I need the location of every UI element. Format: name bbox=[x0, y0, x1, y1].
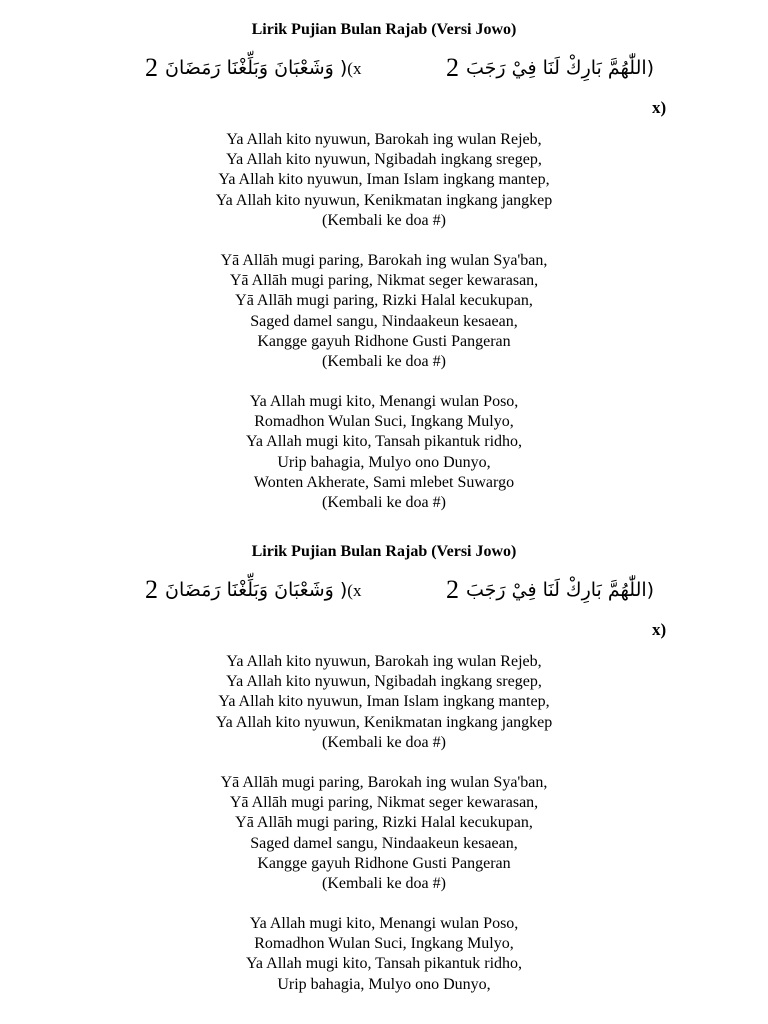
stanza bbox=[0, 652, 768, 753]
lyric-line: Yā Allāh mugi paring, Barokah ing wulan Sya'ban, bbox=[220, 773, 548, 791]
lyric-line: Romadhon Wulan Suci, Ingkang Mulyo, bbox=[254, 413, 514, 431]
repeat-count: 2 bbox=[145, 575, 158, 604]
repeat-x: (x bbox=[347, 581, 362, 600]
lyric-line: Ya Allah mugi kito, Tansah pikantuk ridho, bbox=[245, 955, 523, 973]
arabic-text-right: اللّٰهُمَّ بَارِكْ لَنَا فِيْ رَجَبَ) bbox=[466, 579, 655, 601]
stanza bbox=[0, 251, 768, 372]
lyric-line: Urip bahagia, Mulyo ono Dunyo, bbox=[277, 453, 491, 471]
refrain-note: (Kembali ke doa #) bbox=[322, 494, 446, 511]
refrain-note: (Kembali ke doa #) bbox=[322, 352, 446, 370]
lyrics-section-1 bbox=[0, 18, 768, 533]
lyric-line: Yā Allāh mugi paring, Nikmat seger kewarasan, bbox=[229, 794, 539, 812]
lyric-line: Yā Allāh mugi paring, Rizki Halal kecukupan, bbox=[235, 292, 533, 310]
repeat-count: 2 bbox=[446, 53, 459, 82]
arabic-prayer-line bbox=[0, 50, 768, 94]
stanza-list bbox=[0, 652, 768, 995]
lyrics-section-2 bbox=[0, 540, 768, 1015]
lyric-line: Ya Allah mugi kito, Tansah pikantuk ridho, bbox=[245, 433, 523, 451]
lyric-line: Ya Allah kito nyuwun, Ngibadah ingkang sregep, bbox=[226, 151, 542, 169]
stanza bbox=[0, 914, 768, 995]
lyric-line: Saged damel sangu, Nindaakeun kesaean, bbox=[250, 834, 518, 852]
lyric-line: Ya Allah kito nyuwun, Barokah ing wulan Rejeb, bbox=[226, 131, 542, 148]
stanza bbox=[0, 130, 768, 231]
lyric-line: Ya Allah kito nyuwun, Iman Islam ingkang mantep, bbox=[218, 693, 550, 711]
lyric-line: Urip bahagia, Mulyo ono Dunyo, bbox=[277, 975, 491, 993]
stanza bbox=[0, 392, 768, 513]
refrain-note: (Kembali ke doa #) bbox=[322, 874, 446, 892]
lyric-line: Yā Allāh mugi paring, Nikmat seger kewarasan, bbox=[229, 272, 539, 290]
arabic-text-left: وَشَعْبَانَ وَبَلِّغْنَا رَمَضَانَ ) bbox=[165, 57, 348, 79]
lyric-line: Kangge gayuh Ridhone Gusti Pangeran bbox=[257, 332, 511, 350]
repeat-x-continuation: x) bbox=[652, 98, 667, 117]
arabic-prayer-line bbox=[0, 572, 768, 616]
arabic-text-left: وَشَعْبَانَ وَبَلِّغْنَا رَمَضَانَ ) bbox=[165, 579, 348, 601]
lyric-line: Romadhon Wulan Suci, Ingkang Mulyo, bbox=[254, 935, 514, 953]
arabic-prayer-left bbox=[145, 50, 361, 87]
lyric-line: Wonten Akherate, Sami mlebet Suwargo bbox=[253, 473, 515, 491]
arabic-continuation bbox=[0, 94, 768, 124]
page-title: Lirik Pujian Bulan Rajab (Versi Jowo) bbox=[251, 21, 517, 38]
lyric-line: Ya Allah kito nyuwun, Ngibadah ingkang sregep, bbox=[226, 673, 542, 691]
refrain-note: (Kembali ke doa #) bbox=[322, 211, 446, 229]
repeat-count: 2 bbox=[446, 575, 459, 604]
repeat-count: 2 bbox=[145, 53, 158, 82]
lyric-line: Yā Allāh mugi paring, Rizki Halal kecukupan, bbox=[235, 814, 533, 832]
arabic-prayer-right bbox=[446, 50, 654, 86]
lyric-line: Ya Allah kito nyuwun, Iman Islam ingkang mantep, bbox=[218, 171, 550, 189]
page-title-repeat: Lirik Pujian Bulan Rajab (Versi Jowo) bbox=[251, 543, 517, 560]
lyric-line: Ya Allah kito nyuwun, Kenikmatan ingkang jangkep bbox=[215, 191, 553, 209]
arabic-prayer-right bbox=[446, 572, 654, 608]
lyric-line: Yā Allāh mugi paring, Barokah ing wulan Sya'ban, bbox=[220, 251, 548, 269]
stanza bbox=[0, 773, 768, 894]
arabic-text-right: اللّٰهُمَّ بَارِكْ لَنَا فِيْ رَجَبَ) bbox=[466, 57, 655, 79]
lyric-line: Ya Allah mugi kito, Menangi wulan Poso, bbox=[249, 915, 519, 933]
repeat-x-continuation: x) bbox=[652, 620, 667, 639]
lyric-line: Saged damel sangu, Nindaakeun kesaean, bbox=[250, 312, 518, 330]
lyric-line: Kangge gayuh Ridhone Gusti Pangeran bbox=[257, 854, 511, 872]
repeat-x: (x bbox=[347, 59, 362, 78]
arabic-continuation bbox=[0, 616, 768, 646]
lyric-line: Ya Allah kito nyuwun, Kenikmatan ingkang jangkep bbox=[215, 713, 553, 731]
lyric-line: Ya Allah mugi kito, Menangi wulan Poso, bbox=[249, 393, 519, 411]
stanza-list bbox=[0, 130, 768, 513]
arabic-prayer-left bbox=[145, 572, 361, 609]
lyric-line: Ya Allah kito nyuwun, Barokah ing wulan Rejeb, bbox=[226, 653, 542, 670]
refrain-note: (Kembali ke doa #) bbox=[322, 733, 446, 751]
